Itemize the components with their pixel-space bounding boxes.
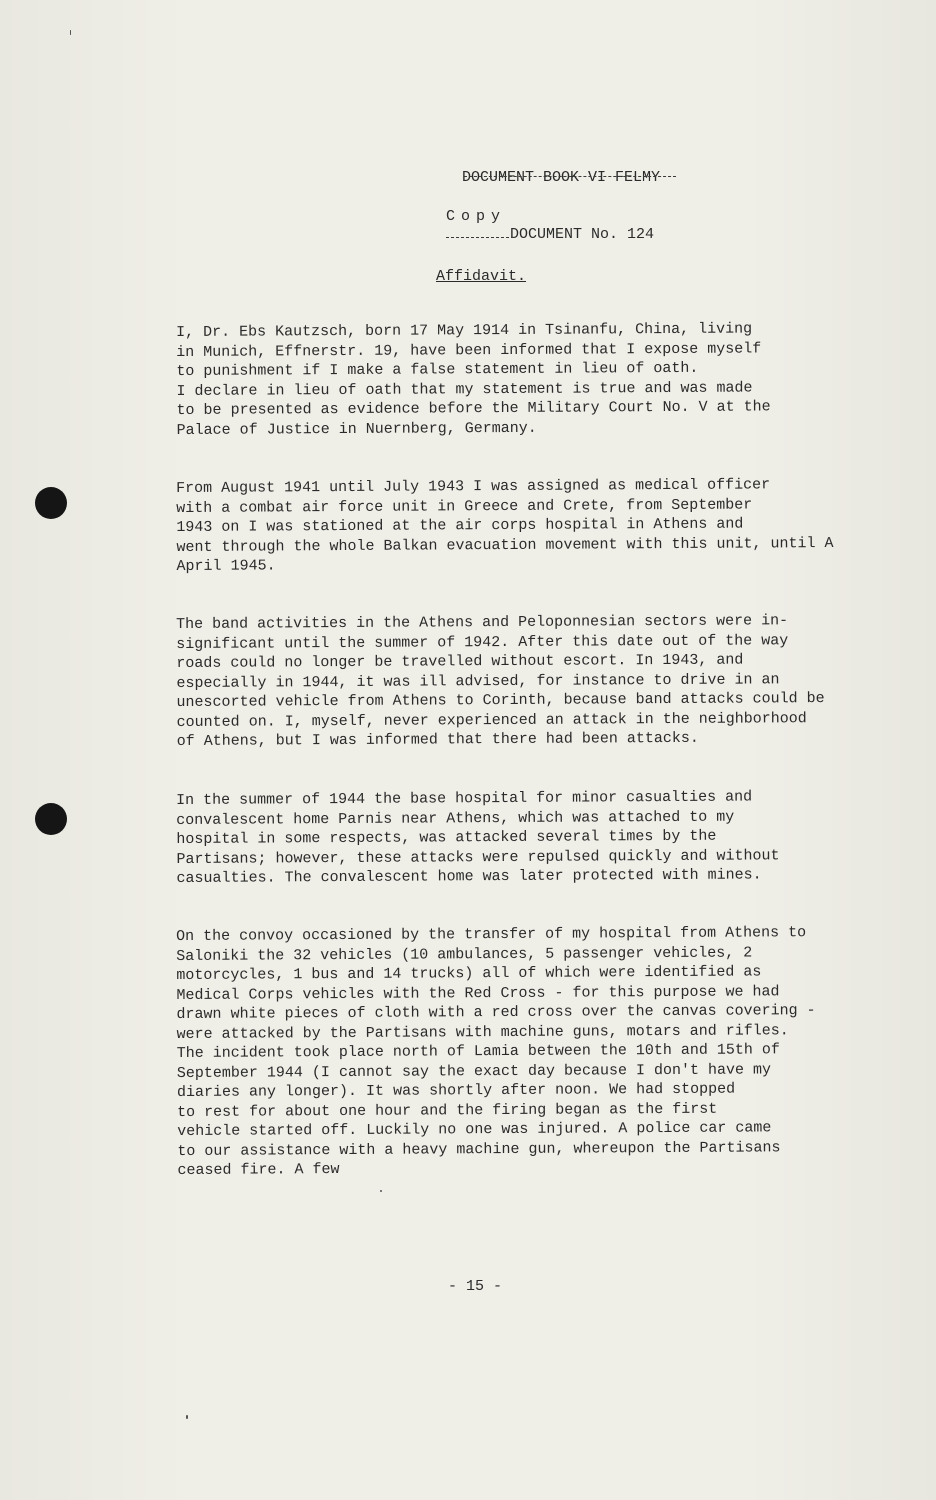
paragraph-base-hospital: In the summer of 1944 the base hospital for minor casualties and convalescent home Parnis near Athens, which was attached to my hospital in some respects, was attacked several times by the Partisans; however, these attacks were repulsed quickly and without casualties. The convalescent home was later protected with mines. — [176, 787, 780, 887]
stray-mark — [70, 30, 71, 35]
document-title: Affidavit. — [436, 268, 527, 285]
copy-dashed-rule — [446, 237, 514, 238]
paragraph-convoy: On the convoy occasioned by the transfer of my hospital from Athens to Saloniki the 32 vehicles (10 ambulances, 5 passenger vehicles, 2 motorcycles, 1 bus and 14 trucks) all of which were identified as Medical Corps vehicles with the Red Cross - for this purpose we had drawn white pieces of cloth with a red cross over the canvas covering - were attacked by the Partisans with machine guns, motars and rifles. The incident took place north of Lamia between the 10th and 15th of September 1944 (I cannot say the exact day because I don't have my diaries any longer). It was shortly after noon. We had stopped to rest for about one hour and the firing began as the first vehicle started off. Luckily no one was injured. A police car came to our assistance with a heavy machine gun, whereupon the Partisans ceased fire. A few — [176, 924, 816, 1179]
paragraph-declaration: I, Dr. Ebs Kautzsch, born 17 May 1914 in Tsinanfu, China, living in Munich, Effnerstr. 19, have been informed that I expose myself to punishment if I make a false statement in lieu of oath. I declare in lieu of oath that my statement is true and was made to be presented as evidence before the Military Court No. V at the Palace of Justice in Nuernberg, Germany. — [176, 319, 771, 438]
document-body — [176, 303, 888, 1220]
paragraph-assignment: From August 1941 until July 1943 I was assigned as medical officer with a combat air force unit in Greece and Crete, from September 1943 on I was stationed at the air corps hospital in Athens and went through the whole Balkan evacuation movement with this unit, until A April 1945. — [176, 475, 834, 575]
punch-hole-bottom — [35, 803, 67, 835]
header-book-line: DOCUMENT BOOK VI FELMY — [462, 169, 661, 186]
punch-hole-top — [35, 487, 67, 519]
header-dashed-rule — [464, 176, 676, 177]
paragraph-band-activities: The band activities in the Athens and Peloponnesian sectors were in- significant until the summer of 1942. After this date out of the way roads could no longer be travelled without escort. In 1943, and especially in 1944, it was ill advised, for instance to drive in an unescorted vehicle from Athens to Corinth, because band attacks could be counted on. I, myself, never experienced an attack in the neighborhood of Athens, but I was informed that there had been attacks. — [176, 612, 825, 750]
page-number: - 15 - — [448, 1278, 503, 1295]
copy-label: Copy — [446, 208, 507, 225]
stray-mark — [186, 1415, 188, 1419]
document-header — [462, 130, 660, 282]
header-document-number: DOCUMENT No. 124 — [510, 226, 655, 243]
